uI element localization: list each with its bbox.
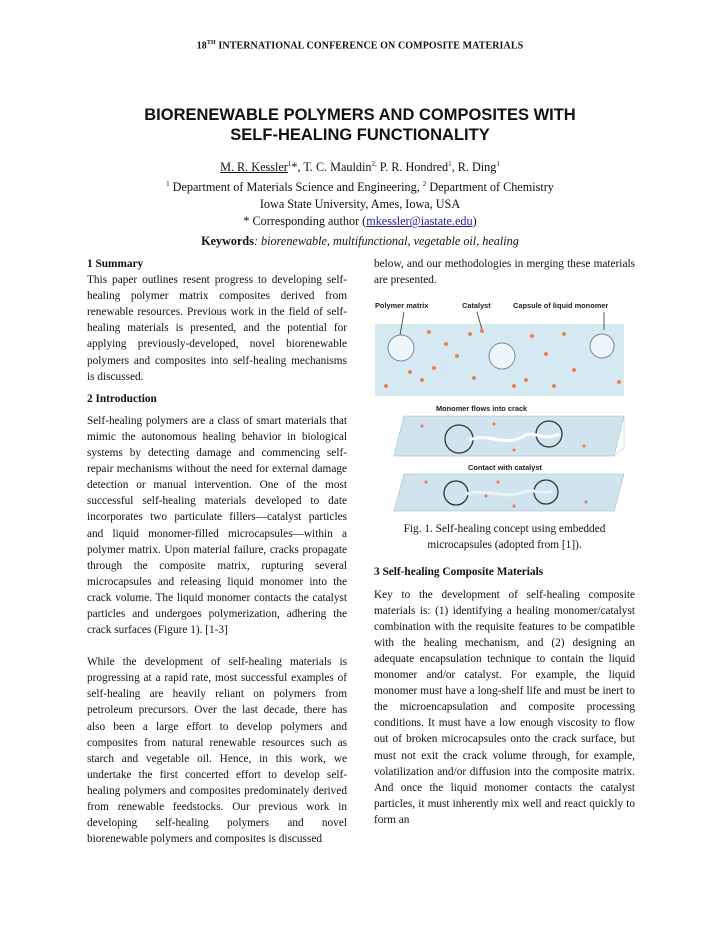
email-link[interactable]: mkessler@iastate.edu <box>366 214 473 229</box>
paper-title <box>60 105 660 145</box>
author-hondred: P. R. Hondred <box>376 160 449 175</box>
introduction-paragraph-1: Self-healing polymers are a class of smart materials that mimic the autonomous healing behavior in biological systems by detecting damage and commencing self-repair mechanisms without the need for external damage detection or manual intervention. One of the most successful self-healing materials developed to date incorporates two particulate fillers—catalyst particles and liquid monomer-filled microcapsules—within a polymer matrix. Upon material failure, cracks propagate through the composite matrix, rupturing several microcapsules and releasing liquid monomer into the crack volume. The liquid monomer contacts the catalyst particles and undergoes polymerization, adhering the crack surfaces (Figure 1). [1-3] <box>87 414 347 637</box>
author-block <box>60 156 660 230</box>
label-contact-catalyst: Contact with catalyst <box>468 463 542 473</box>
capsule <box>590 334 614 358</box>
keywords-line <box>60 234 660 249</box>
corresponding-author: * Corresponding author (mkessler@iastate.edu) <box>243 214 477 229</box>
title-line-2: SELF-HEALING FUNCTIONALITY <box>230 126 490 144</box>
cracked-matrix-panel <box>394 416 624 456</box>
author-list: M. R. Kessler$^1$*, T. C. Mauldin$^{2,}$ P. R. Hondred$^1$, R. Ding$^1$ <box>220 160 500 175</box>
continued-paragraph: below, and our methodologies in merging these materials are presented. <box>374 258 635 287</box>
capsule <box>489 343 515 369</box>
label-monomer-flows: Monomer flows into crack <box>436 404 528 414</box>
affiliations: $^1$ Department of Materials Science and Engineering, $^2$ Department of Chemistry <box>166 180 554 195</box>
introduction-paragraph-2: While the development of self-healing materials is progressing at a rapid rate, most successful examples of self-healing are heavily reliant on polymers from petroleum precursors. Over the last decade, there has also been a large effort to develop polymers and composites from natural renewable resources such as starch and vegetable oil. Hence, in this work, we undertake the first concerted effort to develop self-healing polymers and composites predominately derived from renewable feedstocks. Our previous work in developing self-healing polymers and novel biorenewable polymers and composites is discussed <box>87 656 347 846</box>
healed-matrix-panel <box>394 474 624 511</box>
conference-header: 18TH INTERNATIONAL CONFERENCE ON COMPOSITE MATERIALS <box>196 40 524 52</box>
university: Iowa State University, Ames, Iowa, USA <box>259 197 461 212</box>
author-ding: , R. Ding <box>451 160 497 175</box>
label-capsule: Capsule of liquid monomer <box>513 301 609 311</box>
section3-paragraph: Key to the development of self-healing composite materials is: (1) identifying a healing monomer/catalyst combination with the requisite features to be compatible with the healing mechanism, and (2) designing an adequate encapsulation technique to contain the liquid monomer and/or catalyst. For example, the liquid monomer must have a long-shelf life and must be inert to the microencapsulation and composite processing conditions. It must have a low enough viscosity to flow out of broken microcapsules onto the crack surface, but must not exit the crack volume through, for example, volatilization and/or diffusion into the composite matrix. And once the liquid monomer contacts the catalyst particles, it must inherently mix well and react quickly to form an <box>374 588 635 826</box>
summary-paragraph: This paper outlines resent progress to developing self-healing polymer matrix composites derived from renewable resources. Previous work in the field of self-healing materials is presented, and the potential for applying previously-developed, novel biorenewable polymers and composites into self-healing mechanisms is discussed. <box>87 274 347 383</box>
author-kessler: M. R. Kessler <box>220 160 288 175</box>
section3-heading: 3 Self-healing Composite Materials <box>374 566 544 579</box>
figure-caption: Fig. 1. Self-healing concept using embedded microcapsules (adopted from [1]). <box>403 523 606 552</box>
left-column <box>87 256 347 847</box>
label-polymer-matrix: Polymer matrix <box>375 301 429 311</box>
keywords-text: : biorenewable, multifunctional, vegetable oil, healing <box>253 234 519 248</box>
right-column <box>374 256 635 828</box>
author-mauldin: T. C. Mauldin <box>303 160 372 175</box>
summary-heading: 1 Summary <box>87 258 144 270</box>
label-catalyst: Catalyst <box>462 301 491 311</box>
keywords-label: Keywords <box>201 234 254 248</box>
title-line-1: BIORENEWABLE POLYMERS AND COMPOSITES WITH <box>144 106 576 124</box>
introduction-heading: 2 Introduction <box>87 392 157 405</box>
self-healing-figure <box>374 296 635 514</box>
capsule <box>388 335 414 361</box>
